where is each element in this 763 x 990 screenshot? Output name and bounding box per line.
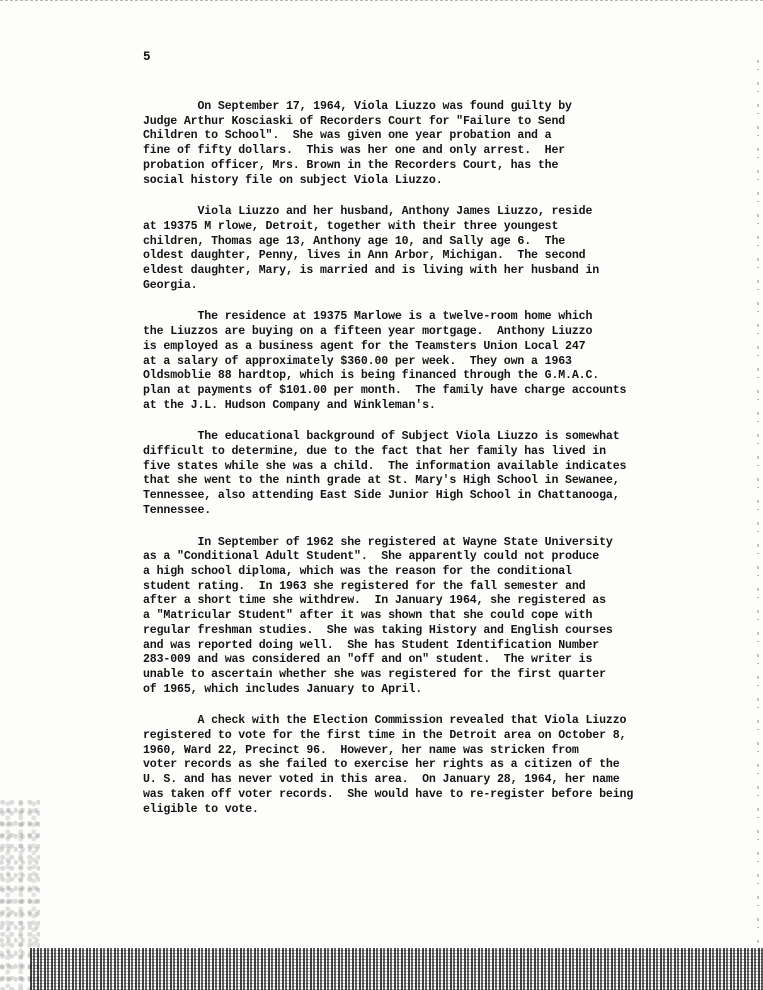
text-line: after a short time she withdrew. In January 1964, she registered as [143,594,606,608]
paragraph [143,205,703,293]
text-line: voter records as she failed to exercise her rights as a citizen of the [143,758,620,772]
text-line: Viola Liuzzo and her husband, Anthony James Liuzzo, reside [143,205,593,219]
text-line: and was reported doing well. She has Student Identification Number [143,638,600,652]
text-line: U. S. and has never voted in this area. On January 28, 1964, her name [143,773,620,787]
text-line: A check with the Election Commission revealed that Viola Liuzzo [143,714,627,728]
text-line: unable to ascertain whether she was registered for the first quarter [143,667,606,681]
text-line: fine of fifty dollars. This was her one and only arrest. Her [143,144,566,158]
text-line: a "Matricular Student" after it was shown that she could cope with [143,609,593,623]
text-line: Oldsmoblie 88 hardtop, which is being financed through the G.M.A.C. [143,369,600,383]
text-line: that she went to the ninth grade at St. Mary's High School in Sewanee, [143,474,620,488]
text-line: regular freshman studies. She was taking History and English courses [143,623,613,637]
scan-edge-artifact [757,60,759,960]
text-line: at a salary of approximately $360.00 per week. They own a 1963 [143,354,572,368]
page-number: 5 [143,50,151,64]
text-line: eldest daughter, Mary, is married and is living with her husband in [143,264,600,278]
paragraph [143,100,703,188]
document-body [143,100,703,834]
text-line: social history file on subject Viola Liuzzo. [143,173,443,187]
page-top-edge [0,0,763,1]
text-line: a high school diploma, which was the reason for the conditional [143,564,572,578]
text-line: of 1965, which includes January to April. [143,682,423,696]
text-line: the Liuzzos are buying on a fifteen year mortgage. Anthony Liuzzo [143,325,593,339]
text-line: is employed as a business agent for the Teamsters Union Local 247 [143,339,586,353]
text-line: student rating. In 1963 she registered for the fall semester and [143,579,586,593]
text-line: On September 17, 1964, Viola Liuzzo was found guilty by [143,100,572,113]
text-line: five states while she was a child. The information available indicates [143,459,627,473]
text-line: In September of 1962 she registered at Wayne State University [143,535,613,549]
text-line: oldest daughter, Penny, lives in Ann Arbor, Michigan. The second [143,249,586,263]
text-line: Children to School". She was given one year probation and a [143,129,552,143]
paragraph [143,430,703,518]
text-line: 283-009 and was considered an "off and on" student. The writer is [143,653,593,667]
text-line: registered to vote for the first time in the Detroit area on October 8, [143,729,627,743]
text-line: The residence at 19375 Marlowe is a twelve-room home which [143,310,593,324]
text-line: Tennessee. [143,503,212,517]
paragraph [143,536,703,698]
text-line: was taken off voter records. She would have to re-register before being [143,787,634,801]
scan-bottom-noise [30,948,763,990]
text-line: difficult to determine, due to the fact that her family has lived in [143,445,606,459]
text-line: The educational background of Subject Viola Liuzzo is somewhat [143,430,620,444]
text-line: at the J.L. Hudson Company and Winkleman's. [143,398,436,412]
paragraph [143,714,703,817]
text-line: Georgia. [143,278,198,292]
text-line: as a "Conditional Adult Student". She apparently could not produce [143,550,600,564]
text-line: children, Thomas age 13, Anthony age 10, and Sally age 6. The [143,234,566,248]
text-line: Tennessee, also attending East Side Junior High School in Chattanooga, [143,489,620,503]
text-line: 1960, Ward 22, Precinct 96. However, her name was stricken from [143,743,579,757]
text-line: plan at payments of $101.00 per month. The family have charge accounts [143,383,627,397]
text-line: Judge Arthur Kosciaski of Recorders Court for "Failure to Send [143,114,566,128]
text-line: eligible to vote. [143,802,259,816]
text-line: probation officer, Mrs. Brown in the Recorders Court, has the [143,158,559,172]
text-line: at 19375 M rlowe, Detroit, together with their three youngest [143,219,559,233]
paragraph [143,310,703,413]
